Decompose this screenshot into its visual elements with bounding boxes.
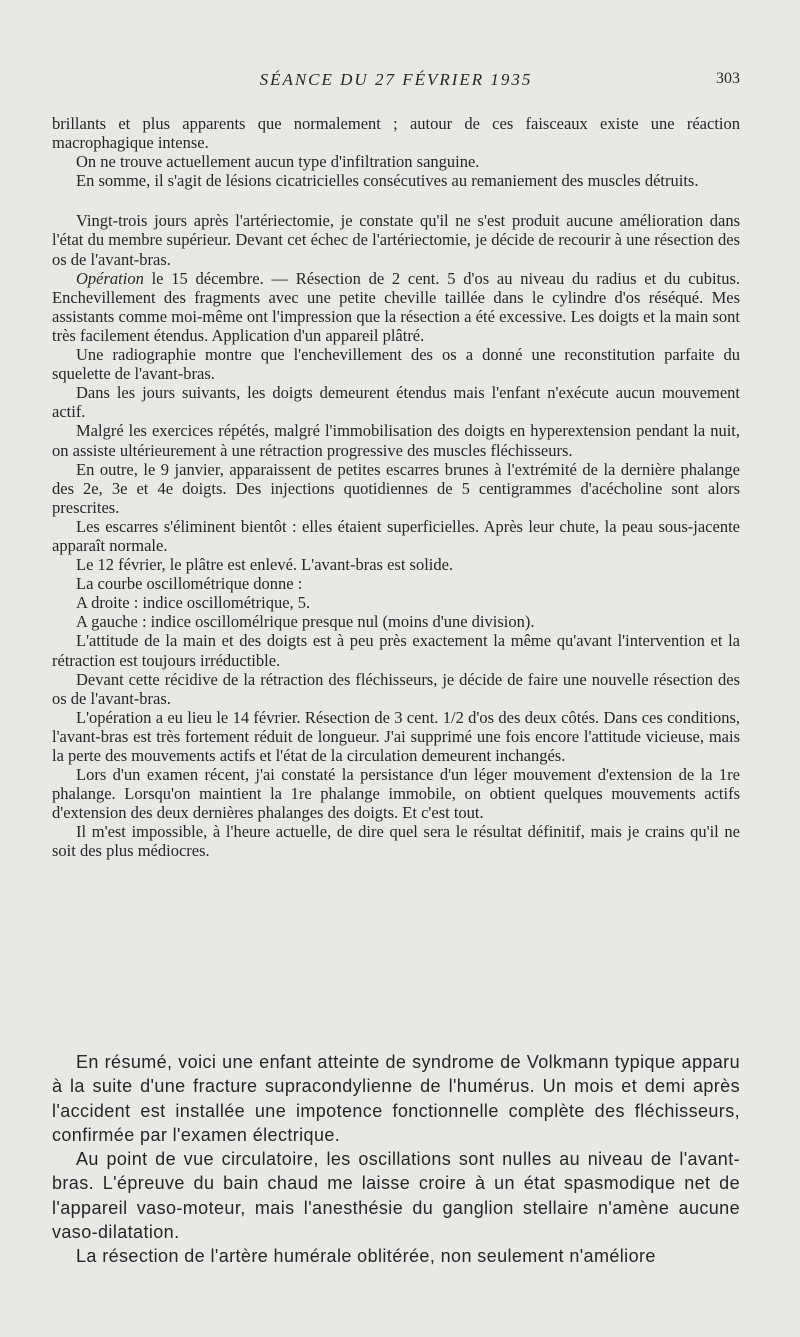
- running-head: SÉANCE DU 27 FÉVRIER 1935: [259, 70, 533, 89]
- paragraph: Les escarres s'éliminent bientôt : elles étaient superficielles. Après leur chute, la peau sous-jacente apparaît normale.: [52, 516, 740, 555]
- paragraph: Malgré les exercices répétés, malgré l'immobilisation des doigts en hyperextension pendant la nuit, on assiste ultérieurement à une rétraction progressive des muscles fléchisseurs.: [52, 421, 740, 460]
- paragraph: [52, 269, 740, 345]
- operation-text: le 15 décembre. — Résection de 2 cent. 5 d'os au niveau du radius et du cubitus. Enchevillement des fragments avec une petite cheville taillée dans le cylindre d'os réséqué. Mes assistants comme moi-même ont l'impression que la résection a été excessive. Les doigts et la main sont très facilement étendus. Application d'un appareil plâtré.: [52, 268, 740, 345]
- paragraph: Dans les jours suivants, les doigts demeurent étendus mais l'enfant n'exécute aucun mouvement actif.: [52, 383, 740, 422]
- summary-paragraph: Au point de vue circulatoire, les oscillations sont nulles au niveau de l'avant-bras. L'épreuve du bain chaud me laisse croire à un état spasmodique net de l'appareil vaso-moteur, mais l'anesthésie du ganglion stellaire n'amène aucune vaso-dilatation.: [52, 1149, 740, 1243]
- paragraph: Il m'est impossible, à l'heure actuelle, de dire quel sera le résultat définitif, mais je crains qu'il ne soit des plus médiocres.: [52, 822, 740, 861]
- page-header: [52, 70, 740, 94]
- paragraph: Vingt-trois jours après l'artériectomie, je constate qu'il ne s'est produit aucune amélioration dans l'état du membre supérieur. Devant cet échec de l'artériectomie, je décide de recourir à une résection des os de l'avant-bras.: [52, 211, 740, 269]
- paragraph: En outre, le 9 janvier, apparaissent de petites escarres brunes à l'extrémité de la dernière phalange des 2e, 3e et 4e doigts. Des injections quotidiennes de 5 centigrammes d'acécholine sont alors prescrites.: [52, 459, 740, 517]
- paragraph: Devant cette récidive de la rétraction des fléchisseurs, je décide de faire une nouvelle résection des os de l'avant-bras.: [52, 669, 740, 708]
- paragraph: brillants et plus apparents que normalement ; autour de ces faisceaux existe une réaction macrophagique intense.: [52, 114, 740, 153]
- paragraph: L'attitude de la main et des doigts est à peu près exactement la même qu'avant l'intervention et la rétraction est toujours irréductible.: [52, 631, 740, 670]
- paragraph: L'opération a eu lieu le 14 février. Résection de 3 cent. 1/2 d'os des deux côtés. Dans ces conditions, l'avant-bras est très fortement réduit de longueur. J'ai supprimé une fois encore l'attitude vicieuse, mais la perte des mouvements actifs et l'état de la circulation demeurent inchangés.: [52, 707, 740, 765]
- paragraph: A gauche : indice oscillomélrique presque nul (moins d'une division).: [76, 612, 535, 632]
- body-text: [52, 114, 740, 861]
- paragraph: A droite : indice oscillométrique, 5.: [76, 593, 311, 613]
- summary-paragraph: La résection de l'artère humérale oblitérée, non seulement n'améliore: [76, 1246, 656, 1267]
- paragraph: Une radiographie montre que l'enchevillement des os a donné une reconstitution parfaite du squelette de l'avant-bras.: [52, 345, 740, 384]
- summary-paragraph: En résumé, voici une enfant atteinte de syndrome de Volkmann typique apparu à la suite d'une fracture supracondylienne de l'humérus. Un mois et demi après l'accident est installée une impotence fonctionnelle complète des fléchisseurs, confirmée par l'examen électrique.: [52, 1052, 740, 1145]
- paragraph: Lors d'un examen récent, j'ai constaté la persistance d'un léger mouvement d'extension de la 1re phalange. Lorsqu'on maintient la 1re phalange immobile, on obtient quelques mouvements actifs d'extension des deux dernières phalanges des doigts. Et c'est tout.: [52, 765, 740, 823]
- paragraph: On ne trouve actuellement aucun type d'infiltration sanguine.: [76, 152, 480, 172]
- paragraph: La courbe oscillométrique donne :: [76, 574, 303, 594]
- operation-label: Opération: [76, 268, 144, 288]
- paragraph: En somme, il s'agit de lésions cicatricielles consécutives au remaniement des muscles détruits.: [76, 171, 699, 191]
- page-number: 303: [716, 70, 740, 87]
- summary-section: [52, 1050, 740, 1269]
- paragraph: Le 12 février, le plâtre est enlevé. L'avant-bras est solide.: [76, 555, 454, 575]
